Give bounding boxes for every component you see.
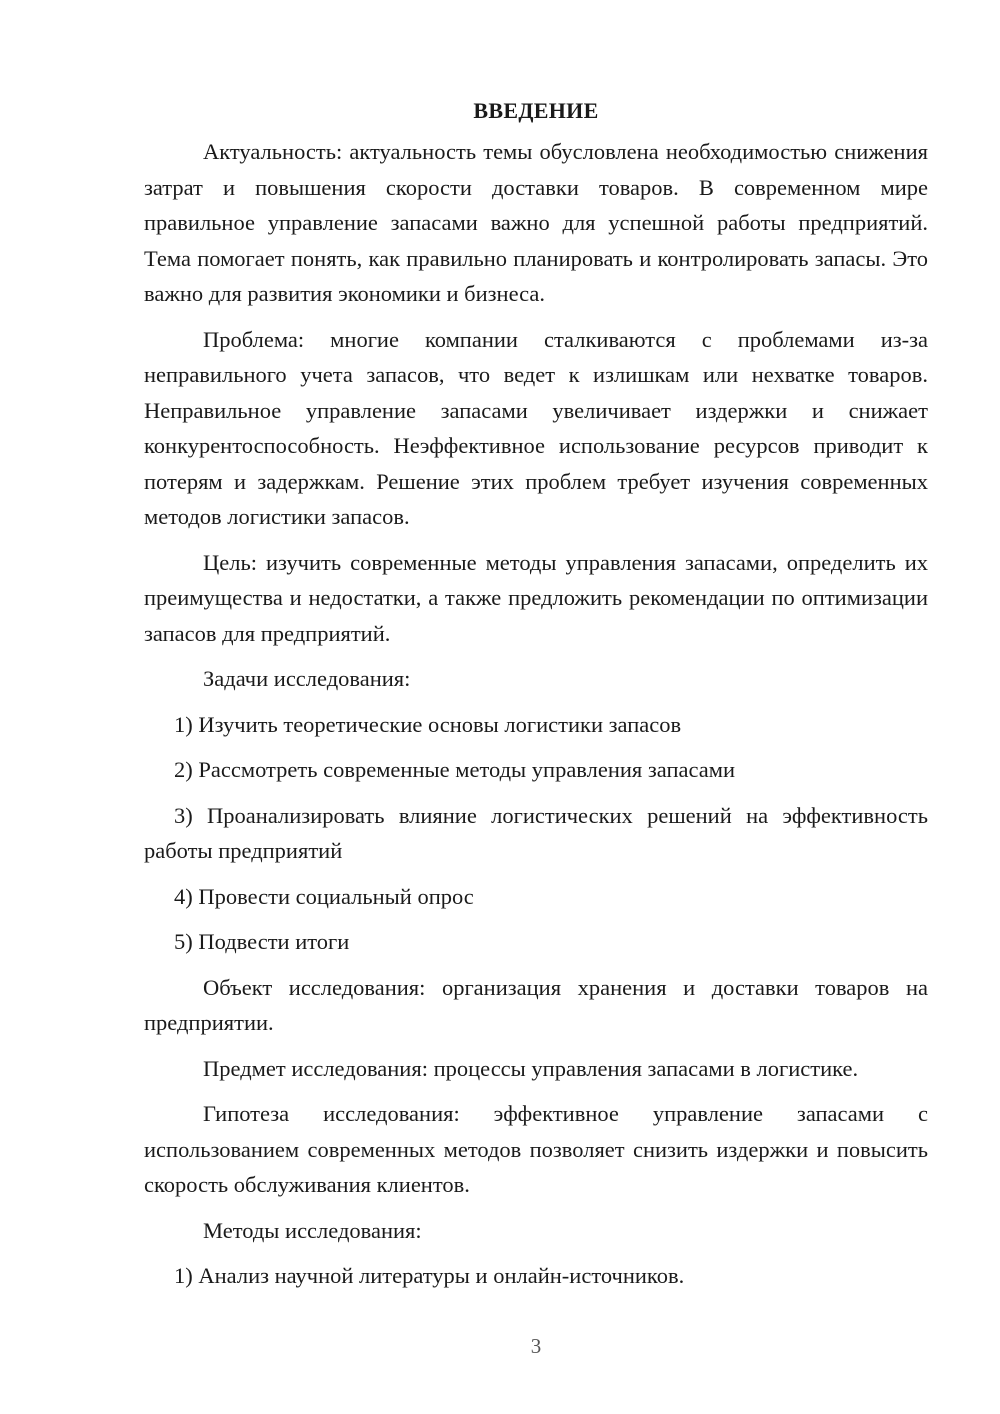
task-item: 5) Подвести итоги: [174, 929, 350, 954]
task-item: 1) Изучить теоретические основы логистики запасов: [174, 711, 682, 737]
subject-paragraph: Предмет исследования: процессы управления запасами в логистике.: [203, 1055, 859, 1081]
method-item: 1) Анализ научной литературы и онлайн-источников.: [174, 1263, 685, 1288]
task-item: 4) Провести социальный опрос: [174, 883, 474, 909]
section-title: ВВЕДЕНИЕ: [473, 98, 599, 123]
task-item: 3) Проанализировать влияние логистических решений на эффективность работы предприятий: [144, 802, 928, 863]
methods-heading: Методы исследования:: [203, 1217, 422, 1243]
task-item: 2) Рассмотреть современные методы управления запасами: [174, 757, 736, 782]
relevance-paragraph: Актуальность: актуальность темы обусловлена необходимостью снижения затрат и повышения скорости доставки товаров. В современном мире правильное управление запасами важно для успешной работы предприятий. Тема помогает понять, как правильно планировать и контролировать запасы. Это важно для развития экономики и бизнеса.: [144, 139, 928, 306]
problem-paragraph: Проблема: многие компании сталкиваются с проблемами из-за неправильного учета запасов, что ведет к излишкам или нехватке товаров. Неправильное управление запасами увеличивает издержки и снижает конкурентоспособность. Неэффективное использование ресурсов приводит к потерям и задержкам. Решение этих проблем требует изучения современных методов логистики запасов.: [144, 326, 928, 529]
goal-paragraph: Цель: изучить современные методы управления запасами, определить их преимущества и недостатки, а также предложить рекомендации по оптимизации запасов для предприятий.: [144, 549, 928, 646]
hypothesis-paragraph: Гипотеза исследования: эффективное управление запасами с использованием современных методов позволяет снизить издержки и повысить скорость обслуживания клиентов.: [144, 1101, 928, 1197]
object-paragraph: Объект исследования: организация хранения и доставки товаров на предприятии.: [144, 974, 928, 1035]
tasks-heading: Задачи исследования:: [203, 666, 411, 691]
page-number: 3: [530, 1334, 542, 1358]
document-page: [144, 96, 928, 1304]
